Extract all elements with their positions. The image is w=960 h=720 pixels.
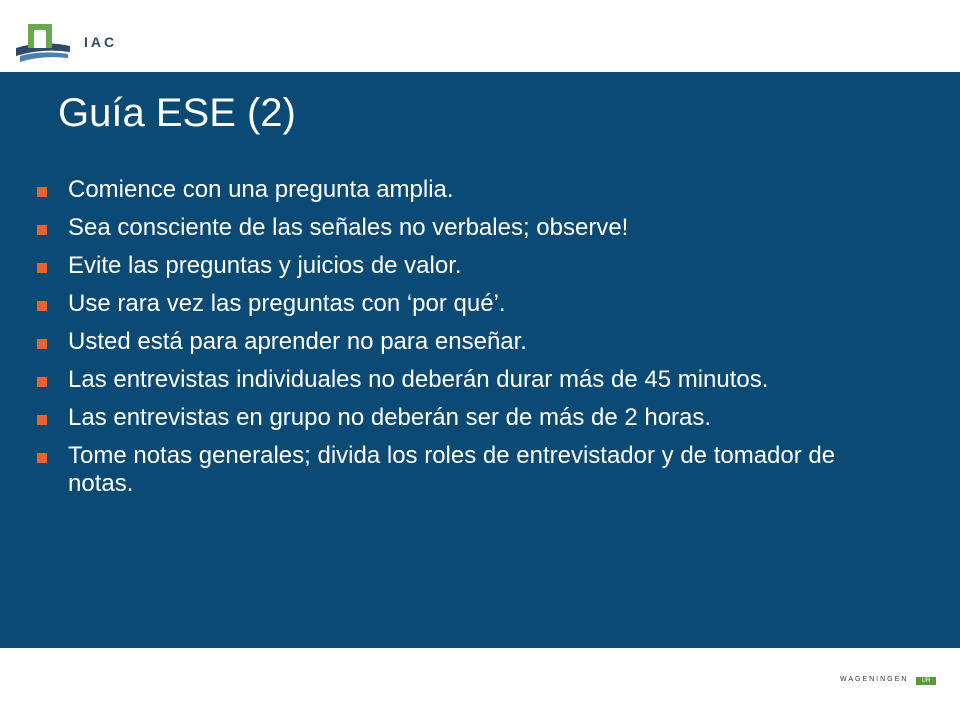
bullet-square-icon xyxy=(37,263,47,273)
bullet-square-icon xyxy=(37,301,47,311)
iac-logo-icon xyxy=(12,22,76,64)
bullet-item xyxy=(34,176,894,204)
iac-logo-text: IAC xyxy=(84,34,118,50)
bullet-item xyxy=(34,214,894,242)
bullet-square-icon xyxy=(37,339,47,349)
bullet-square-icon xyxy=(37,225,47,235)
bullet-text: Comience con una pregunta amplia. xyxy=(68,176,454,203)
bullet-square-icon xyxy=(37,415,47,425)
bullet-item xyxy=(34,366,894,394)
ur-badge: UR xyxy=(916,677,936,685)
bullet-list xyxy=(34,176,894,508)
bullet-item xyxy=(34,252,894,280)
bullet-text: Use rara vez las preguntas con ‘por qué’. xyxy=(68,290,506,317)
bullet-square-icon xyxy=(37,453,47,463)
bullet-text: Evite las preguntas y juicios de valor. xyxy=(68,252,462,279)
bullet-item xyxy=(34,404,894,432)
wageningen-logo-text: WAGENINGEN xyxy=(840,676,909,683)
bullet-square-icon xyxy=(37,377,47,387)
bullet-item xyxy=(34,328,894,356)
bullet-text: Sea consciente de las señales no verbales; observe! xyxy=(68,214,629,241)
bullet-item xyxy=(34,290,894,318)
bullet-text: Las entrevistas en grupo no deberán ser de más de 2 horas. xyxy=(68,404,712,431)
wageningen-ur-logo xyxy=(840,676,940,688)
slide-title: Guía ESE (2) xyxy=(58,91,296,135)
bullet-text: Tome notas generales; divida los roles de entrevistador y de tomador de notas. xyxy=(68,442,836,497)
iac-logo xyxy=(12,22,132,64)
bullet-text: Usted está para aprender no para enseñar. xyxy=(68,328,527,355)
bullet-square-icon xyxy=(37,187,47,197)
bullet-text: Las entrevistas individuales no deberán durar más de 45 minutos. xyxy=(68,366,769,393)
bullet-item xyxy=(34,442,894,498)
